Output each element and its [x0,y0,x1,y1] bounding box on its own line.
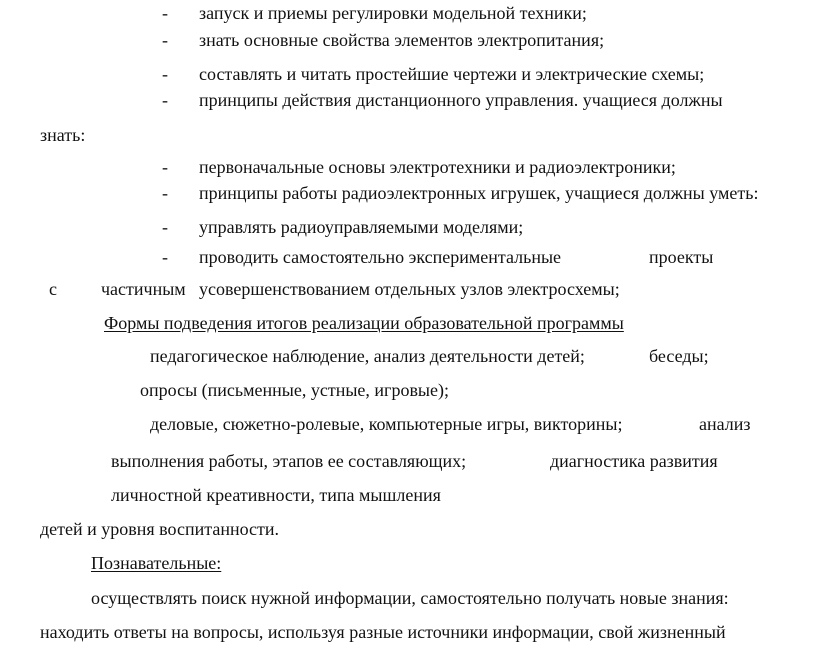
bullet-item: управлять радиоуправляемыми моделями; [199,217,524,237]
cognitive-line: осуществлять поиск нужной информации, самостоятельно получать новые знания: [91,588,729,608]
bullet-marker: - [162,247,168,267]
bullet-marker: - [162,90,168,110]
forms-line: личностной креативности, типа мышления [111,485,441,505]
forms-line: выполнения работы, этапов ее составляющих; [111,451,467,471]
bullet-marker: - [162,183,168,203]
cognitive-heading: Познавательные: [91,553,222,573]
know-word: знать: [40,125,86,145]
bullet-item: проводить самостоятельно экспериментальные [199,247,562,267]
forms-line: детей и уровня воспитанности. [40,519,280,539]
cognitive-line: находить ответы на вопросы, используя разные источники информации, свой жизненный [40,622,726,642]
text-fragment: с [49,279,57,299]
bullet-marker: - [162,157,168,177]
bullet-item: знать основные свойства элементов электропитания; [199,30,605,50]
bullet-item: запуск и приемы регулировки модельной техники; [199,3,587,23]
bullet-marker: - [162,3,168,23]
bullet-marker: - [162,64,168,84]
forms-line: анализ [699,414,751,434]
bullet-item-continuation: проекты [649,247,714,267]
text-fragment: частичным [101,279,186,299]
bullet-item: принципы работы радиоэлектронных игрушек, учащиеся должны уметь: [199,183,759,203]
bullet-item: первоначальные основы электротехники и радиоэлектроники; [199,157,676,177]
forms-line: педагогическое наблюдение, анализ деятельности детей; [150,346,585,366]
bullet-marker: - [162,30,168,50]
text-fragment: усовершенствованием отдельных узлов электросхемы; [199,279,620,299]
bullet-marker: - [162,217,168,237]
bullet-item: принципы действия дистанционного управления. учащиеся должны [199,90,723,110]
forms-heading: Формы подведения итогов реализации образовательной программы [104,313,624,333]
forms-line: диагностика развития [550,451,718,471]
forms-line: беседы; [649,346,709,366]
forms-line: опросы (письменные, устные, игровые); [140,380,450,400]
forms-line: деловые, сюжетно-ролевые, компьютерные игры, викторины; [150,414,623,434]
bullet-item: составлять и читать простейшие чертежи и электрические схемы; [199,64,705,84]
